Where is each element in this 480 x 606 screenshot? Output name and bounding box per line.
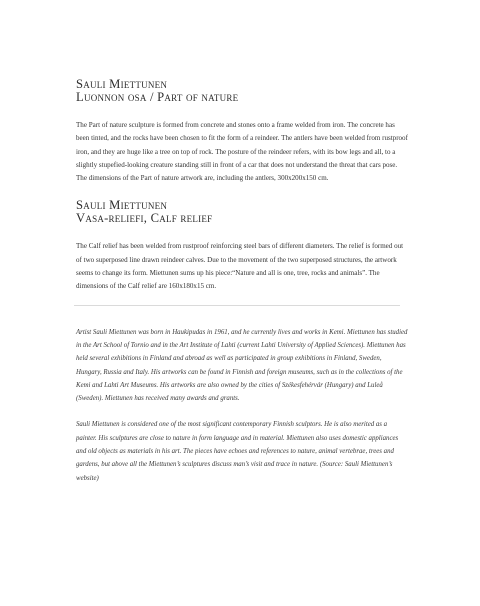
artwork-title: Luonnon osa / Part of nature <box>76 90 239 104</box>
document-page <box>76 78 408 485</box>
biography-paragraph: Sauli Miettunen is considered one of the most significant contemporary Finnish sculptors. He is also merited as a painter. His sculptures are close to nature in form language and in material. Miettunen also uses domestic appliances and old objects as materials in his art. The pieces have echoes and references to nature, animal vertebrae, trees and gardens, but above all the Miettunen’s sculptures discuss man’s visit and trace in nature. (Source: Sauli Miettunen’s website) <box>76 421 399 482</box>
biography-paragraph: Artist Sauli Miettunen was born in Haukipudas in 1961, and he currently lives and works in Kemi. Miettunen has studied in the Art School of Tornio and in the Art Institute of Lahti (current Lahti University of Applied Sciences). Miettunen has held several exhibitions in Finland and abroad as well as participated in group exhibitions in Finland, Sweden, Hungary, Russia and Italy. His artworks can be found in Finnish and foreign museums, such as in the collections of the Kemi and Lahti Art Museums. His artworks are also owned by the cities of Székesfehérvár (Hungary) and Luleå (Sweden). Miettunen has received many awards and grants. <box>76 328 408 403</box>
artwork-section-part-of-nature <box>76 78 408 185</box>
artwork-section-calf-relief <box>76 199 408 293</box>
artwork-description: The Part of nature sculpture is formed from concrete and stones onto a frame welded from iron. The concrete has been tinted, and the rocks have been chosen to fit the form of a reindeer. The antlers have been welded from rustproof iron, and they are huge like a tree on top of rock. The posture of the reindeer refers, with its bow legs and all, to a slightly stupefied-looking creature standing still in front of a car that does not understand the threat that cars pose. The dimensions of the Part of nature artwork are, including the antlers, 300x200x150 cm. <box>76 121 408 183</box>
section-heading <box>76 78 408 104</box>
artist-name: Sauli Miettunen <box>76 198 168 213</box>
artist-biography <box>76 326 408 485</box>
section-heading <box>76 199 408 225</box>
artist-name: Sauli Miettunen <box>76 77 168 91</box>
artwork-description: The Calf relief has been welded from rustproof reinforcing steel bars of different diameters. The relief is formed out of two superposed line drawn reindeer calves. Due to the movement of the two superposed structures, the artwork seems to change its form. Miettunen sums up his piece:“Nature and all is one, tree, rocks and animals”. The dimensions of the Calf relief are 160x180x15 cm. <box>76 242 404 291</box>
artwork-title: Vasa-reliefi, Calf relief <box>76 211 213 226</box>
divider <box>74 305 400 306</box>
